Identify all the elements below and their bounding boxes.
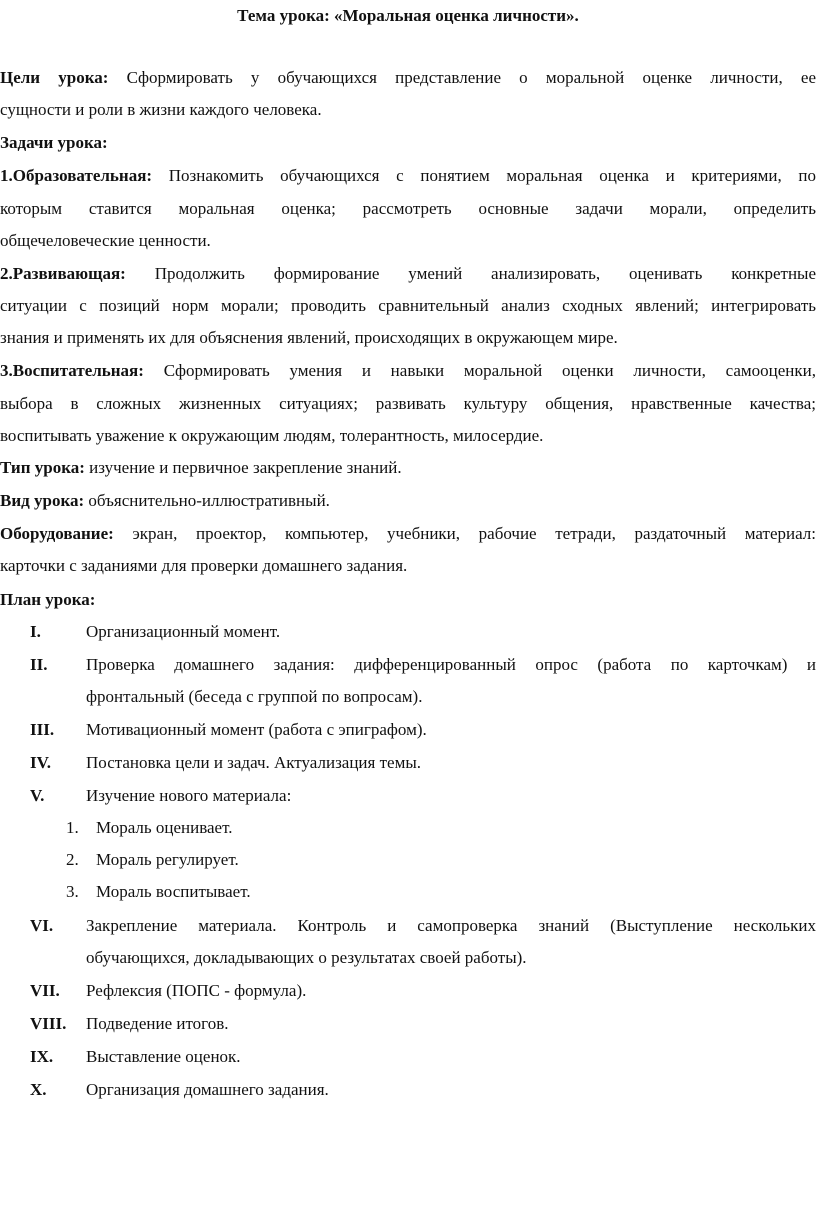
subitem-3 bbox=[66, 876, 251, 908]
equipment-text-1: экран, проектор, компьютер, учебники, рабочие тетради, раздаточный материал: bbox=[132, 524, 816, 543]
plan-label bbox=[0, 584, 816, 616]
tasks-label-text: Задачи урока: bbox=[0, 133, 108, 152]
task-1-line-3: общечеловеческие ценности. bbox=[0, 231, 211, 250]
plan-item-number: IX. bbox=[30, 1047, 54, 1066]
plan-item-text: Выставление оценок. bbox=[86, 1047, 241, 1066]
task-2-line-1 bbox=[0, 258, 816, 290]
task-3-label: 3.Воспитательная: bbox=[0, 361, 144, 380]
task-1-line-1 bbox=[0, 160, 816, 192]
task-3-line-3: воспитывать уважение к окружающим людям, толерантность, милосердие. bbox=[0, 426, 544, 445]
plan-item-text: обучающихся, докладывающих о результатах своей работы). bbox=[86, 948, 527, 967]
plan-item-text: фронтальный (беседа с группой по вопросам). bbox=[86, 687, 423, 706]
plan-item-text: Изучение нового материала: bbox=[86, 786, 292, 805]
plan-item-number: V. bbox=[30, 786, 45, 805]
plan-item-text: Закрепление материала. Контроль и самопроверка знаний (Выступление нескольких bbox=[86, 916, 816, 935]
tasks-label bbox=[0, 127, 816, 159]
goals-line-2: сущности и роли в жизни каждого человека. bbox=[0, 100, 322, 119]
lesson-kind-label: Вид урока: bbox=[0, 491, 85, 510]
lesson-type bbox=[0, 452, 816, 484]
plan-item-number: IV. bbox=[30, 753, 51, 772]
plan-label-text: План урока: bbox=[0, 590, 96, 609]
subitem-number: 1. bbox=[66, 818, 79, 837]
task-2-label: 2.Развивающая: bbox=[0, 264, 126, 283]
plan-item-text: Рефлексия (ПОПС - формула). bbox=[86, 981, 307, 1000]
lesson-type-label: Тип урока: bbox=[0, 458, 85, 477]
subitem-text: Мораль воспитывает. bbox=[96, 882, 251, 901]
lesson-type-value: изучение и первичное закрепление знаний. bbox=[89, 458, 402, 477]
task-1-label: 1.Образовательная: bbox=[0, 166, 153, 185]
plan-item-number: X. bbox=[30, 1080, 47, 1099]
equipment-label: Оборудование: bbox=[0, 524, 114, 543]
task-3-text-1: Сформировать умения и навыки моральной оценки личности, самооценки, bbox=[163, 361, 816, 380]
subitem-1 bbox=[66, 812, 233, 844]
goals-text-1: Сформировать у обучающихся представление о моральной оценке личности, ее bbox=[126, 68, 816, 87]
lesson-title: Тема урока: «Моральная оценка личности». bbox=[237, 6, 579, 25]
subitem-text: Мораль регулирует. bbox=[96, 850, 239, 869]
lesson-kind-value: объяснительно-иллюстративный. bbox=[88, 491, 330, 510]
plan-item-number: III. bbox=[30, 720, 55, 739]
plan-item-number: VIII. bbox=[30, 1014, 67, 1033]
plan-item-text: Проверка домашнего задания: дифференцированный опрос (работа по карточкам) и bbox=[86, 655, 816, 674]
plan-item-number: VI. bbox=[30, 916, 54, 935]
plan-item-text: Подведение итогов. bbox=[86, 1014, 229, 1033]
plan-item-text: Постановка цели и задач. Актуализация темы. bbox=[86, 753, 421, 772]
equipment-line-2: карточки с заданиями для проверки домашнего задания. bbox=[0, 556, 408, 575]
subitem-2 bbox=[66, 844, 239, 876]
goals-line-1 bbox=[0, 62, 816, 94]
plan-item-number: VII. bbox=[30, 981, 60, 1000]
plan-item-number: II. bbox=[30, 655, 48, 674]
task-1-text-1: Познакомить обучающихся с понятием моральная оценка и критериями, по bbox=[168, 166, 816, 185]
task-3-line-1 bbox=[0, 355, 816, 387]
task-3-line-2: выбора в сложных жизненных ситуациях; развивать культуру общения, нравственные качества; bbox=[0, 394, 816, 413]
task-2-line-2: ситуации с позиций норм морали; проводить сравнительный анализ сходных явлений; интегрировать bbox=[0, 296, 816, 315]
plan-item-text: Организационный момент. bbox=[86, 622, 281, 641]
equipment-line-1 bbox=[0, 518, 816, 550]
plan-item-number: I. bbox=[30, 622, 41, 641]
subitem-text: Мораль оценивает. bbox=[96, 818, 233, 837]
task-2-text-1: Продолжить формирование умений анализировать, оценивать конкретные bbox=[154, 264, 816, 283]
lesson-kind bbox=[0, 485, 816, 517]
task-2-line-3: знания и применять их для объяснения явлений, происходящих в окружающем мире. bbox=[0, 328, 618, 347]
task-1-line-2: которым ставится моральная оценка; рассмотреть основные задачи морали, определить bbox=[0, 199, 816, 218]
plan-item-text: Организация домашнего задания. bbox=[86, 1080, 329, 1099]
plan-item-text: Мотивационный момент (работа с эпиграфом). bbox=[86, 720, 427, 739]
goals-label: Цели урока: bbox=[0, 68, 109, 87]
subitem-number: 3. bbox=[66, 882, 79, 901]
subitem-number: 2. bbox=[66, 850, 79, 869]
